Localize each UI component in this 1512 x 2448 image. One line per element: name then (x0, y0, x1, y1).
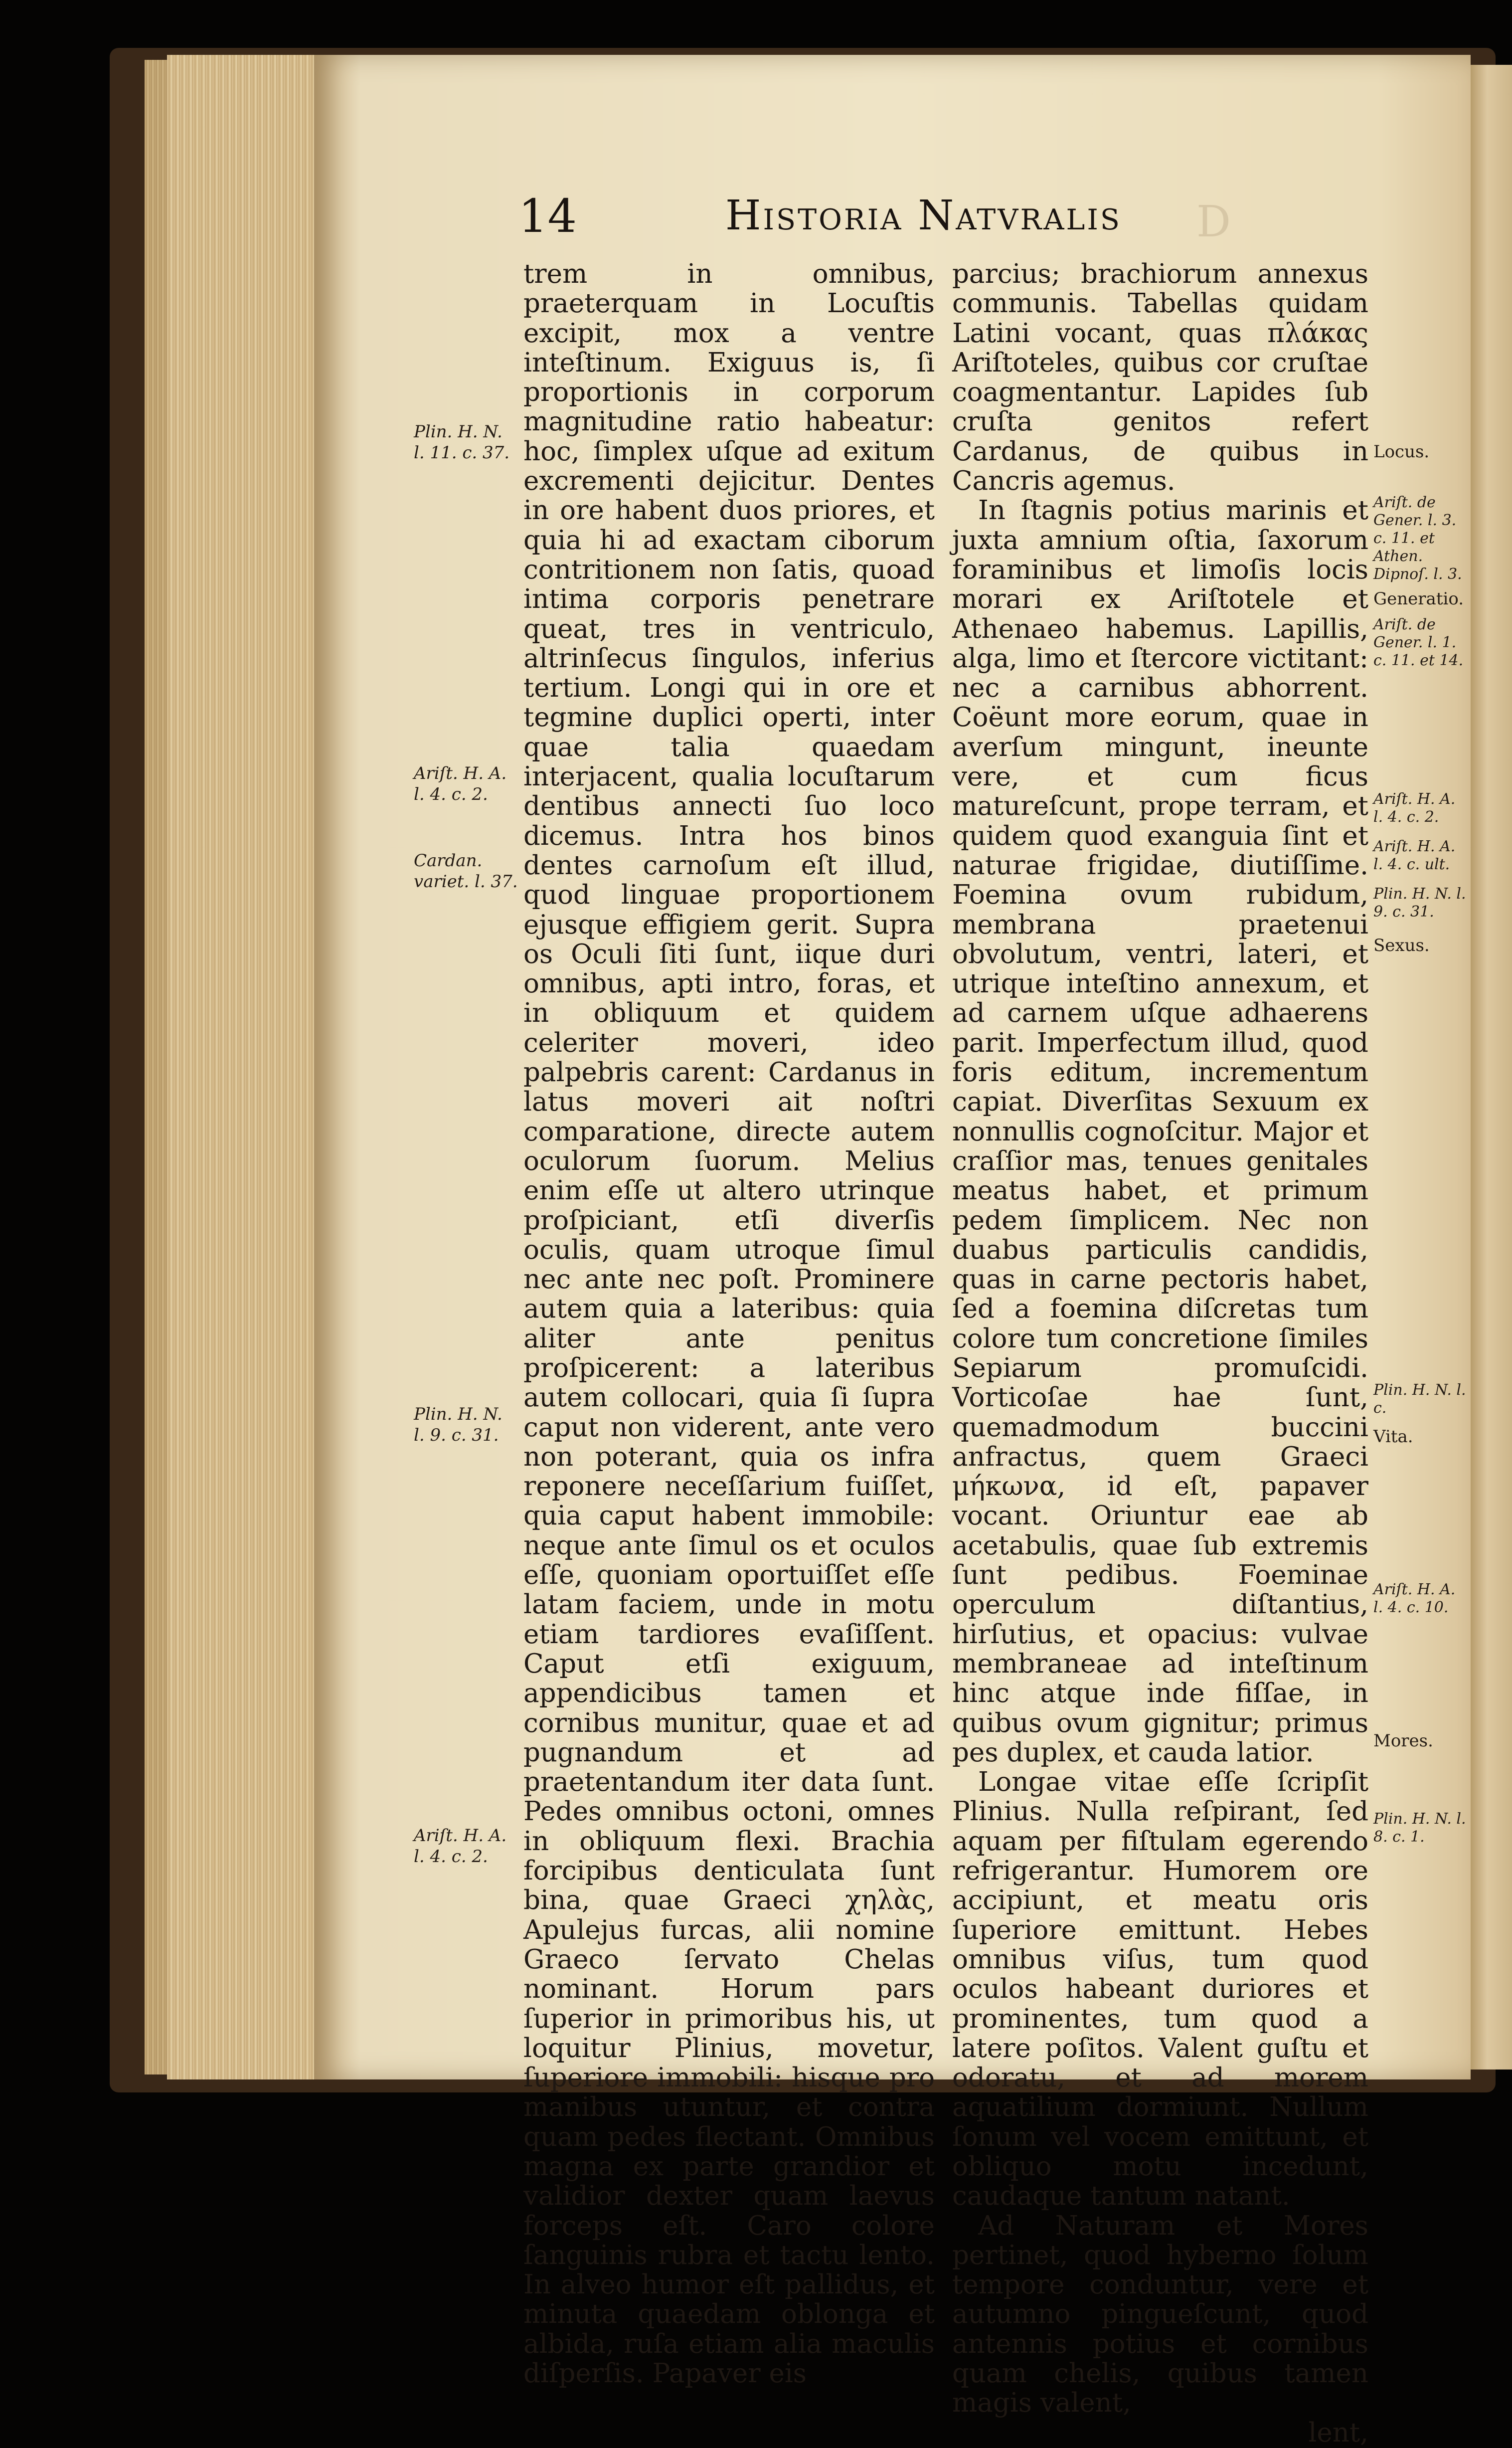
paragraph: Ad Naturam et Mores pertinet, quod hyberno ſolum tempore conduntur, vere et autumno pingueſcunt, quod antennis potius et cornibus quam chelis, quibus tamen magis valent, (952, 2210, 1368, 2419)
margin-note: Vita. (1373, 1427, 1413, 1447)
show-through-text: D (1196, 197, 1231, 247)
margin-note: Ariſt. H. A. l. 4. c. 2. (414, 1826, 507, 1867)
margin-note: Plin. H. N. l. 9. c. 31. (414, 1404, 503, 1445)
margin-note: Ariſt. H. A. l. 4. c. 2. (414, 763, 507, 804)
margin-note: Plin. H. N. l. 11. c. 37. (414, 422, 510, 463)
margin-note: Generatio. (1373, 589, 1464, 609)
margin-note: Plin. H. N. l. c. (1373, 1381, 1466, 1417)
margin-note: Ariſt. de Gener. l. 3. c. 11. et Athen. Dipnoſ. l. 3. (1373, 494, 1462, 583)
page-edges-stack (167, 55, 317, 2079)
margin-note: Ariſt. H. A. l. 4. c. 10. (1373, 1581, 1456, 1616)
page-number: 14 (518, 189, 577, 243)
margin-note: Ariſt. H. A. l. 4. c. ult. (1373, 838, 1456, 873)
margin-note: Plin. H. N. l. 8. c. 1. (1373, 1810, 1466, 1846)
margin-note: Sexus. (1373, 936, 1430, 955)
margin-note: Ariſt. de Gener. l. 1. c. 11. et 14. (1373, 616, 1464, 669)
paragraph: In ſtagnis potius marinis et juxta amnium oſtia, ſaxorum foraminibus et limoſis locis morari ex Ariſtotele et Athenaeo habemus. Lapillis, alga, limo et ſtercore victitant: nec a carnibus abhorrent. Coëunt more eorum, quae in averſum mingunt, ineunte vere, et cum ficus matureſcunt, prope terram, et quidem quod exanguia ſint et naturae frigidae, diutiſſime. Foemina ovum rubidum, membrana praetenui obvolutum, ventri, lateri, et utrique inteſtino annexum, et ad carnem uſque adhaerens parit. Imperfectum illud, quod foris editum, incrementum capiat. Diverſitas Sexuum ex nonnullis cognoſcitur. Major et craſſior mas, tenues genitales meatus habet, et primum pedem ſimplicem. Nec non duabus particulis candidis, quas in carne pectoris habet, ſed a foemina diſcretas tum colore tum concretione ſimiles Sepiarum promuſcidi. Vorticoſae hae ſunt, quemadmodum buccini anfractus, quem Graeci μήκωνα, id eſt, papaver vocant. Oriuntur eae ab acetabulis, quae ſub extremis ſunt pedibus. Foeminae operculum diſtantius, hirſutius, et opacius: vulvae membraneae ad inteſtinum hinc atque inde fiſſae, in quibus ovum gignitur; primus pes duplex, et cauda latior. (952, 495, 1368, 1768)
margin-note: Ariſt. H. A. l. 4. c. 2. (1373, 790, 1456, 826)
paragraph: Longae vitae eſſe ſcripſit Plinius. Nulla reſpirant, ſed aquam per fiſtulam egerendo refrigerantur. Humorem ore accipiunt, et meatu oris ſuperiore emittunt. Hebes omnibus viſus, tum quod oculos habeant duriores et prominentes, tum quod a latere poſitos. Valent guſtu et odoratu, et ad morem aquatilium dormiunt. Nullum ſonum vel vocem emittunt, et obliquo motu incedunt, caudaque tantum natant. (952, 1767, 1368, 2212)
running-title: Historia Natvralis (725, 192, 1122, 239)
margin-note: Cardan. variet. l. 37. (414, 851, 518, 892)
right-text-column (952, 259, 1368, 2448)
margin-note: Mores. (1373, 1731, 1433, 1751)
margin-note: Plin. H. N. l. 9. c. 31. (1373, 885, 1466, 921)
margin-note: Locus. (1373, 442, 1430, 462)
catchword: lent, (1308, 2417, 1368, 2448)
paragraph: parcius; brachiorum annexus communis. Tabellas quidam Latini vocant, quas πλάκας Ariſtoteles, quibus cor cruſtae coagmentantur. Lapides ſub cruſta genitos refert Cardanus, de quibus in Cancris agemus. (952, 259, 1368, 497)
left-text-column (523, 259, 935, 2388)
facing-page-edge (1471, 65, 1512, 2070)
paragraph: trem in omnibus, praeterquam in Locuſtis excipit, mox a ventre inteſtinum. Exiguus is, ſi proportionis in corporum magnitudine ratio habeatur: hoc, ſimplex uſque ad exitum excrementi dejicitur. Dentes in ore habent duos priores, et quia hi ad exactam ciborum contritionem non ſatis, quoad intima corporis penetrare queat, tres in ventriculo, altrinſecus ſingulos, inferius tertium. Longi qui in ore et tegmine duplici operti, inter quae talia quaedam interjacent, qualia locuſtarum dentibus annecti ſuo loco dicemus. Intra hos binos dentes carnoſum eſt illud, quod linguae proportionem ejusque effigiem gerit. Supra os Oculi ſiti ſunt, iique duri omnibus, apti intro, foras, et in obliquum et quidem celeriter moveri, ideo palpebris carent: Cardanus in latus moveri ait noſtri comparatione, directe autem oculorum ſuorum. Melius enim eſſe ut altero utrinque proſpiciant, etſi diverſis oculis, quam utroque ſimul nec ante nec poſt. Prominere autem quia a lateribus: quia aliter ante penitus proſpicerent: a lateribus autem collocari, quia ſi ſupra caput non viderent, ante vero non poterant, quia os infra reponere neceſſarium fuiſſet, quia caput habent immobile: neque ante ſimul os et oculos eſſe, quoniam oportuiſſet eſſe latam faciem, unde in motu etiam tardiores evaſiſſent. Caput etſi exiguum, appendicibus tamen et cornibus munitur, quae et ad pugnandum et ad praetentandum iter data ſunt. Pedes omnibus octoni, omnes in obliquum flexi. Brachia forcipibus denticulata ſunt bina, quae Graeci χηλὰς, Apulejus furcas, alii nomine Graeco ſervato Chelas nominant. Horum pars ſuperior in primoribus his, ut loquitur Plinius, movetur, ſuperiore immobili: hisque pro manibus utuntur, et contra quam pedes flectant. Omnibus magna ex parte grandior et validior dexter quam laevus forceps eſt. Caro colore ſanguinis rubra et tactu lento. In alveo humor eſt pallidus, et minuta quaedam oblonga et albida, ruſa etiam alia maculis diſperſis. Papaver eis (523, 259, 935, 2389)
